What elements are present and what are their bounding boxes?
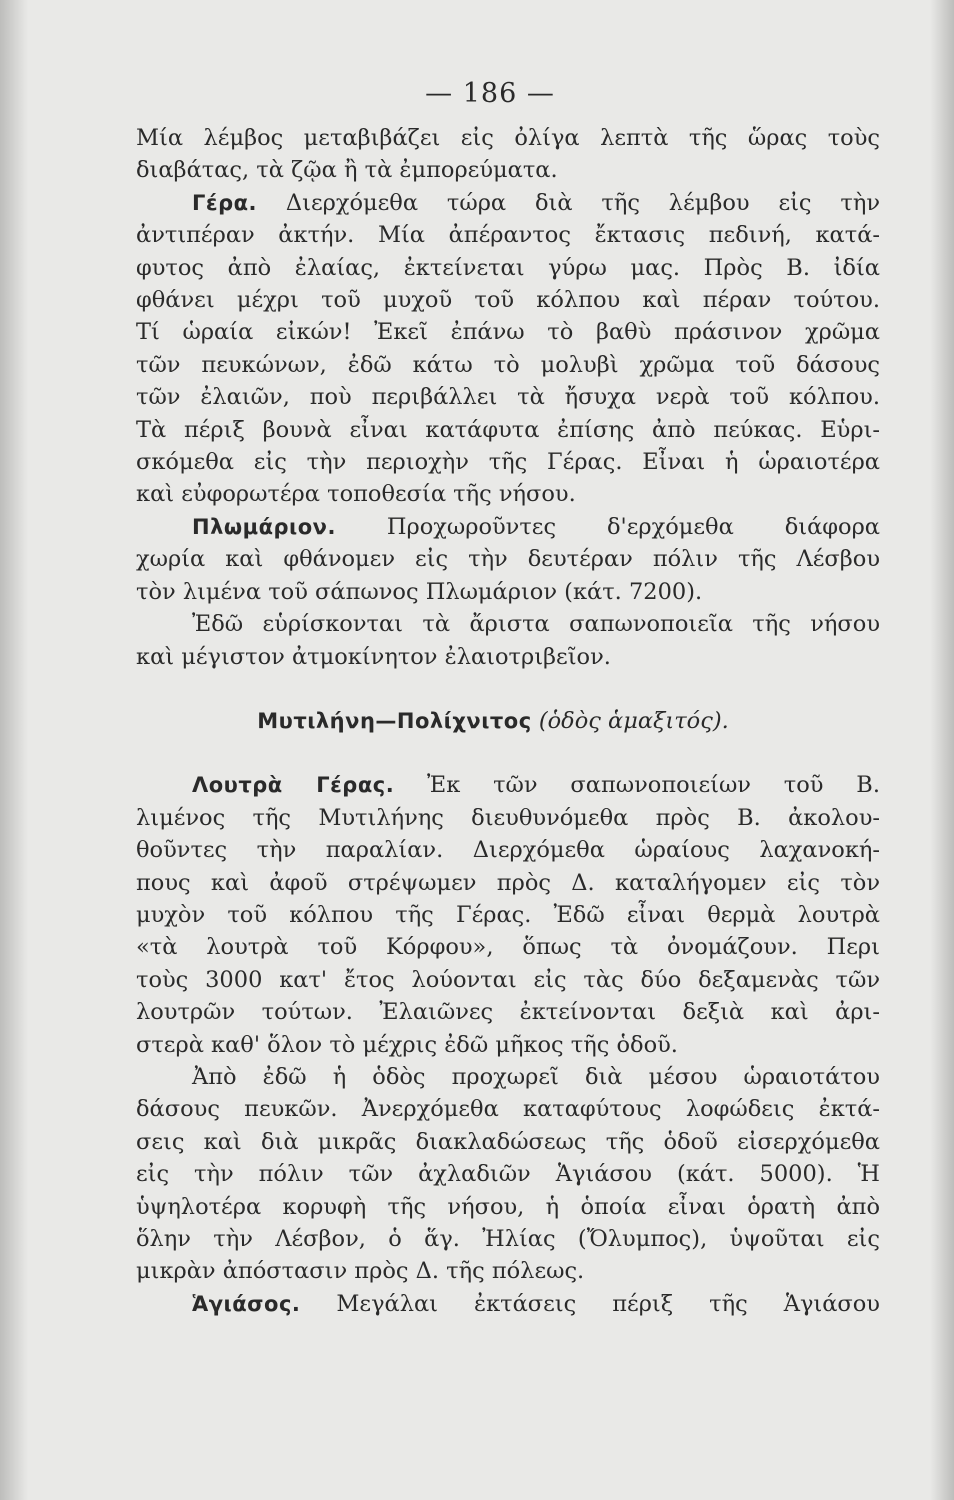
text-line: ἀντιπέραν ἀκτήν. Μία ἀπέραντος ἔκτασις πεδινή, κατά- xyxy=(136,222,880,249)
text-line: μικρὰν ἀπόστασιν πρὸς Δ. τῆς πόλεως. xyxy=(136,1258,585,1285)
text-line: φθάνει μέχρι τοῦ μυχοῦ τοῦ κόλπου καὶ πέραν τούτου. xyxy=(136,287,880,314)
text-line: Τί ὡραία εἰκών! Ἐκεῖ ἐπάνω τὸ βαθὺ πράσινον χρῶμα xyxy=(136,319,880,346)
text-line: τῶν πευκώνων, ἐδῶ κάτω τὸ μολυβὶ χρῶμα τοῦ δάσους xyxy=(136,351,880,378)
page-edge-shadow xyxy=(930,0,954,1500)
agiasos-heading: Ἁγιάσος. xyxy=(192,1291,301,1316)
loutra-heading: Λουτρὰ Γέρας. xyxy=(192,773,395,798)
text-line: λουτρῶν τούτων. Ἐλαιῶνες ἐκτείνονται δεξιὰ καὶ ἀρι- xyxy=(136,999,880,1026)
text-line: πους καὶ ἀφοῦ στρέψωμεν πρὸς Δ. καταλήγομεν εἰς τὸν xyxy=(136,869,880,896)
text-line: λιμένος τῆς Μυτιλήνης διευθυνόμεθα πρὸς Β. ἀκολου- xyxy=(136,804,880,831)
text-line: σεις καὶ διὰ μικρᾶς διακλαδώσεως τῆς ὁδοῦ εἰσερχόμεθα xyxy=(136,1128,880,1155)
text-line: μυχὸν τοῦ κόλπου τῆς Γέρας. Ἐδῶ εἶναι θερμὰ λουτρὰ xyxy=(136,901,880,928)
text-line: Ἀπὸ ἐδῶ ἡ ὁδὸς προχωρεῖ διὰ μέσου ὡραιοτάτου xyxy=(192,1063,880,1090)
page-number: — 186 — xyxy=(425,78,555,109)
text-line: καὶ εὐφορωτέρα τοποθεσία τῆς νήσου. xyxy=(136,481,576,508)
text-line: τὸν λιμένα τοῦ σάπωνος Πλωμάριον (κάτ. 7200). xyxy=(136,578,703,605)
text-line: θοῦντες τὴν παραλίαν. Διερχόμεθα ὡραίους λαχανοκή- xyxy=(136,837,880,864)
text-line: φυτος ἀπὸ ἐλαίας, ἐκτείνεται γύρω μας. Πρὸς Β. ἰδία xyxy=(136,254,880,281)
text-line: διαβάτας, τὰ ζῷα ἢ τὰ ἐμπορεύματα. xyxy=(136,157,558,184)
text-line: χωρία καὶ φθάνομεν εἰς τὴν δευτέραν πόλιν τῆς Λέσβου xyxy=(136,546,880,573)
route-subtitle: (ὁδὸς ἁμαξιτός). xyxy=(538,707,729,734)
gera-paragraph-start: Γέρα. Διερχόμεθα τώρα διὰ τῆς λέμβου εἰς τὴν xyxy=(192,189,880,216)
text-line: «τὰ λουτρὰ τοῦ Κόρφου», ὅπως τὰ ὀνομάζουν. Περι xyxy=(136,934,880,961)
text-line: καὶ μέγιστον ἀτμοκίνητον ἐλαιοτριβεῖον. xyxy=(136,643,611,670)
text-line: εἰς τὴν πόλιν τῶν ἀχλαδιῶν Ἁγιάσου (κάτ. 5000). Ἡ xyxy=(136,1161,880,1188)
plomarion-paragraph-start: Πλωμάριον. Προχωροῦντες δ'ερχόμεθα διάφορα xyxy=(192,513,880,540)
agiasos-paragraph-start: Ἁγιάσος. Μεγάλαι ἐκτάσεις πέριξ τῆς Ἁγιάσου xyxy=(192,1290,880,1317)
text-line: ὅλην τὴν Λέσβον, ὁ ἅγ. Ἠλίας (Ὄλυμπος), ὑψοῦται εἰς xyxy=(136,1226,880,1252)
text-line: Ἐδῶ εὑρίσκονται τὰ ἄριστα σαπωνοποιεῖα τῆς νήσου xyxy=(192,611,880,638)
page-gutter-shadow xyxy=(0,0,28,1500)
section-spacer xyxy=(136,673,880,705)
text-line: ὑψηλοτέρα κορυφὴ τῆς νήσου, ἡ ὁποία εἶναι ὁρατὴ ἀπὸ xyxy=(136,1193,880,1220)
text-line: τοὺς 3000 κατ' ἔτος λούονται εἰς τὰς δύο δεξαμενὰς τῶν xyxy=(136,966,880,993)
text-line: Τὰ πέριξ βουνὰ εἶναι κατάφυτα ἐπίσης ἀπὸ πεύκας. Εὑρι- xyxy=(136,416,880,443)
gera-heading: Γέρα. xyxy=(192,190,258,215)
text-line: στερὰ καθ' ὅλον τὸ μέχρις ἐδῶ μῆκος τῆς ὁδοῦ. xyxy=(136,1031,678,1058)
section-title xyxy=(106,705,880,737)
text-line: τῶν ἐλαιῶν, ποὺ περιβάλλει τὰ ἤσυχα νερὰ τοῦ κόλπου. xyxy=(136,384,880,411)
section-spacer xyxy=(136,737,880,769)
text-line: Μία λέμβος μεταβιβάζει εἰς ὀλίγα λεπτὰ τῆς ὥρας τοὺς xyxy=(136,125,880,151)
text-line: δάσους πευκῶν. Ἀνερχόμεθα καταφύτους λοφώδεις ἐκτά- xyxy=(136,1096,880,1123)
text-line: σκόμεθα εἰς τὴν περιοχὴν τῆς Γέρας. Εἶναι ἡ ὡραιοτέρα xyxy=(136,449,880,476)
body-text xyxy=(136,122,880,1320)
loutra-paragraph-start: Λουτρὰ Γέρας. Ἐκ τῶν σαπωνοποιείων τοῦ Β. xyxy=(192,772,880,799)
plomarion-heading: Πλωμάριον. xyxy=(192,514,336,539)
route-title: Μυτιλήνη—Πολίχνιτος xyxy=(257,708,532,733)
